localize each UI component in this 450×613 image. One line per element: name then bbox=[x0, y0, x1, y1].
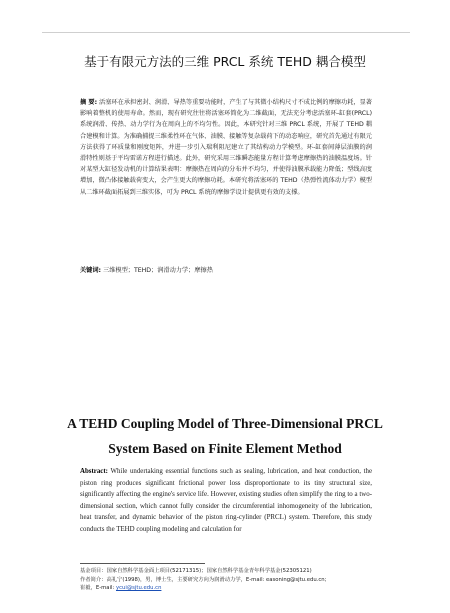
chinese-keywords-text: 三维模型；TEHD；润滑动力学；摩擦热 bbox=[103, 267, 213, 274]
english-title bbox=[0, 411, 450, 461]
chinese-title: 基于有限元方法的三维 PRCL 系统 TEHD 耦合模型 bbox=[84, 54, 366, 69]
corresponding-author-label: 崔毅，E-mail: bbox=[80, 585, 115, 592]
chinese-keywords-label: 关键词: bbox=[80, 267, 102, 274]
chinese-keywords bbox=[80, 265, 372, 274]
chinese-abstract bbox=[80, 97, 372, 198]
funding-note: 基金项目：国家自然科学基金面上项目(52171315)；国家自然科学基金青年科学基金(52305121) bbox=[80, 568, 312, 574]
english-abstract-text: While undertaking essential functions such as sealing, lubrication, and heat conduction, the piston ring produces significant frictional power loss disproportionate to its tiny structural size, significantly affecting the engine's service life. However, existing studies often simplify the ring to a two-dimensional section, which cannot fully consider the circumferential inhomogeneity of the lubrication, heat transfer, and dynamic behavior of the piston ring-cylinder (PRCL) system. Therefore, this study conducts the TEHD coupling modeling and calculation for bbox=[80, 468, 373, 533]
corresponding-author-note bbox=[80, 584, 410, 593]
chinese-abstract-label: 摘 要: bbox=[80, 99, 98, 106]
english-title-line-2: System Based on Finite Element Method bbox=[108, 441, 342, 456]
english-abstract-label: Abstract: bbox=[80, 468, 108, 475]
corresponding-email-link[interactable]: ycui@sjtu.edu.cn bbox=[115, 585, 162, 592]
english-abstract bbox=[80, 466, 372, 536]
chinese-abstract-text: 活塞环在承担密封、润滑、导热等重要功能时，产生了与其微小结构尺寸不成比例的摩擦功耗，显著影响着整机的使用寿命。然而，现有研究往往将活塞环简化为二维截面，无法充分考虑活塞环-缸套(PRCL)系统润滑、传热、动力学行为在周向上的不均匀性。因此，本研究针对三维 PRCL 系统，开展了 TEHD 耦合建模和计算。为准确捕捉三维柔性环在气体、油膜、接触等复杂载荷下的动态响应，研究首先通过有限元方法获得了环质量和刚度矩阵，并进一步引入瑞利阻尼建立了其结构动力学模型。环-缸套间薄层油膜的润滑特性则基于平均雷诺方程进行描述。此外，研究采用三维瞬态能量方程计算考虑摩擦热的油膜温度场。针对某型大缸径发动机的计算结果表明：摩擦热在周向的分布并不均匀，并使得油膜承载能力降低；型线高度增加，微凸体接触载荷变大，会产生更大的摩擦功耗。本研究将活塞环的 TEHD（热弹性流体动力学）模型从二维环截面拓展到三维实体，可为 PRCL 系统的摩擦学设计提供更有效的支撑。 bbox=[80, 99, 372, 196]
english-title-line-1: A TEHD Coupling Model of Three-Dimensional PRCL bbox=[67, 416, 383, 431]
footnotes bbox=[80, 567, 410, 593]
author-note: 作者简介：高礼宁(1998)，男，博士生，主要研究方向为润滑动力学，E-mail: easoning@sjtu.edu.cn; bbox=[80, 576, 327, 583]
header-rule bbox=[42, 32, 410, 33]
footnote-rule bbox=[80, 563, 205, 564]
